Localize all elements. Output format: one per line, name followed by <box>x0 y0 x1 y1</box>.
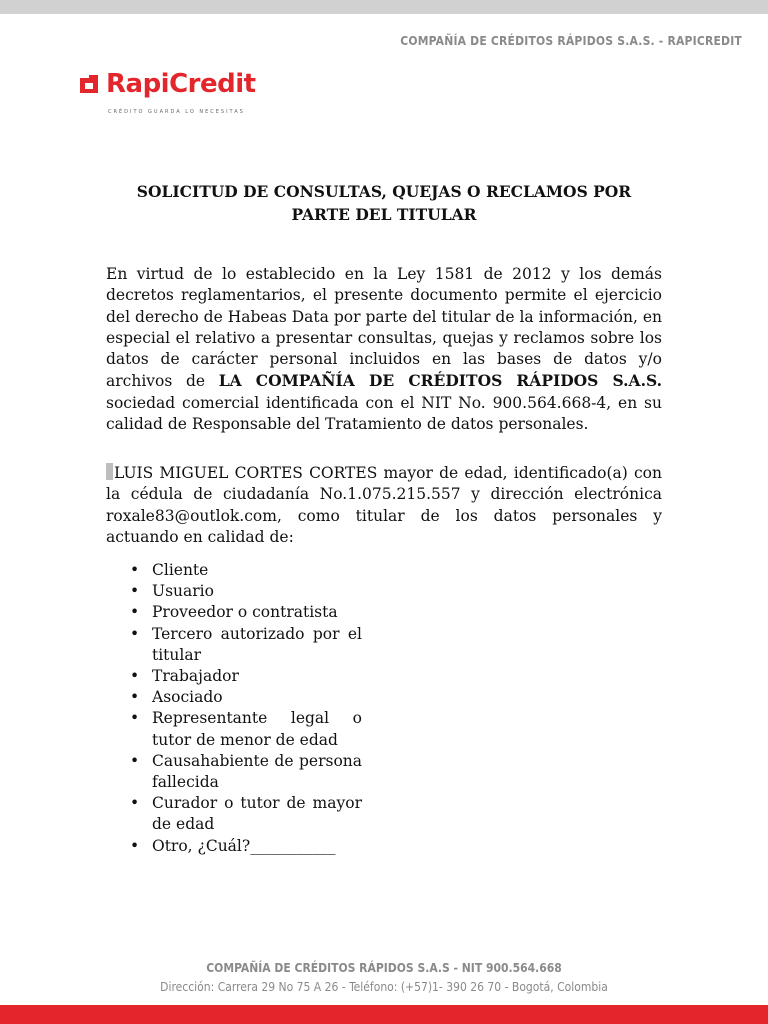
role-list <box>106 560 362 857</box>
titular-paragraph <box>106 463 662 548</box>
footer-address: Dirección: Carrera 29 No 75 A 26 - Teléfono: (+57)1- 390 26 70 - Bogotá, Colombia <box>160 980 608 994</box>
document-title-line2: PARTE DEL TITULAR <box>291 205 477 224</box>
list-item: • Otro, ¿Cuál?___________ <box>106 836 362 857</box>
document-title-line1: SOLICITUD DE CONSULTAS, QUEJAS O RECLAMOS POR <box>136 182 632 201</box>
list-item: • Causahabiente de persona fallecida <box>106 751 362 793</box>
bottom-red-bar <box>0 1005 768 1024</box>
list-item: • Cliente <box>106 560 362 581</box>
text-cursor-marker <box>106 463 113 480</box>
intro-text-a: En virtud de lo establecido en la Ley 1581 de 2012 y los demás decretos reglamentarios, el presente documento permite el ejercicio del derecho de Habeas Data por parte del titular de la información, en especial el relativo a presentar consultas, quejas y reclamos sobre los datos de carácter personal incluidos en las bases de datos y/o archivos de <box>106 265 662 391</box>
rapicredit-logo <box>78 70 256 98</box>
document-title <box>106 180 662 226</box>
rapicredit-logo-icon <box>78 73 100 95</box>
titular-text: LUIS MIGUEL CORTES CORTES mayor de edad, identificado(a) con la cédula de ciudadanía No.1.075.215.557 y dirección electrónica roxale83@outlok.com, como titular de los datos personales y actuando en calidad de: <box>106 464 662 546</box>
list-item: • Tercero autorizado por el titular <box>106 624 362 666</box>
top-gray-bar <box>0 0 768 14</box>
list-item: • Trabajador <box>106 666 362 687</box>
list-item: • Usuario <box>106 581 362 602</box>
list-item: • Asociado <box>106 687 362 708</box>
company-name-bold: LA COMPAÑÍA DE CRÉDITOS RÁPIDOS S.A.S. <box>218 371 663 391</box>
intro-paragraph <box>106 264 662 435</box>
intro-text-b: sociedad comercial identificada con el NIT No. 900.564.668-4, en su calidad de Responsable del Tratamiento de datos personales. <box>106 393 662 434</box>
list-item: • Curador o tutor de mayor de edad <box>106 793 362 835</box>
logo-tagline: CRÉDITO GUARDA LO NECESITAS <box>108 109 245 115</box>
list-item: • Representante legal o tutor de menor de edad <box>106 708 362 750</box>
header-company-name: COMPAÑÍA DE CRÉDITOS RÁPIDOS S.A.S. - RAPICREDIT <box>400 34 742 48</box>
footer-company-nit: COMPAÑÍA DE CRÉDITOS RÁPIDOS S.A.S - NIT 900.564.668 <box>206 961 562 975</box>
logo-brand-text: RapiCredit <box>106 69 256 99</box>
list-item: • Proveedor o contratista <box>106 602 362 623</box>
